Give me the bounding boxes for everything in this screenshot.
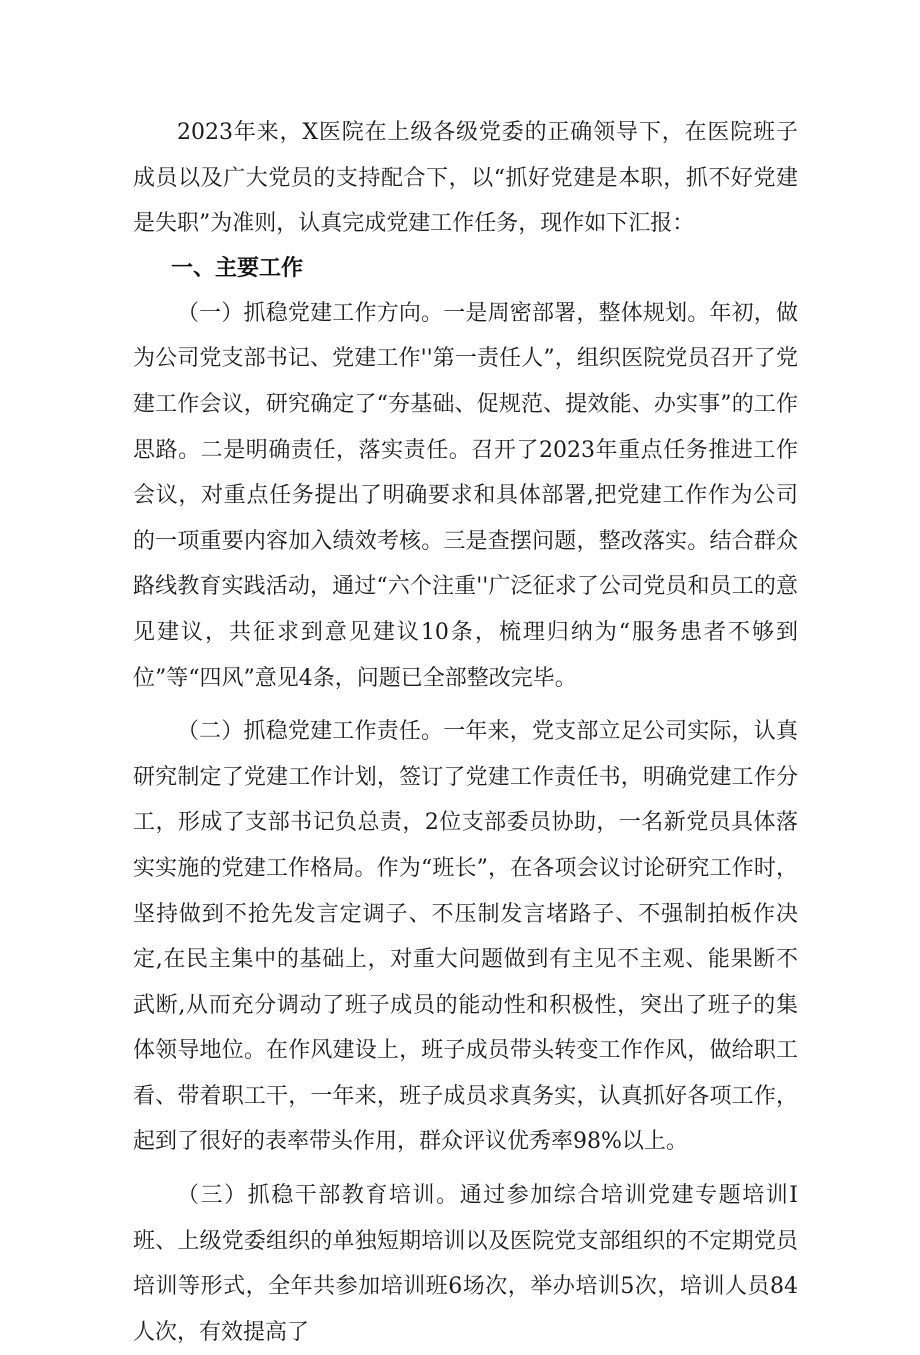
paragraph-responsibility: （二）抓稳党建工作责任。一年来，党支部立足公司实际，认真研究制定了党建工作计划，签订了党建工作责任书，明确党建工作分工，形成了支部书记负总责，2位支部委员协助，一名新党员具体落实实施的党建工作格局。作为“班长”，在各项会议讨论研究工作时，坚持做到不抢先发言定调子、不压制发言堵路子、不强制拍板作决定,在民主集中的基础上，对重大问题做到有主见不主观、能果断不武断,从而充分调动了班子成员的能动性和积极性，突出了班子的集体领导地位。在作风建设上，班子成员带头转变工作作风，做给职工看、带着职工干，一年来，班子成员求真务实，认真抓好各项工作，起到了很好的表率带头作用，群众评议优秀率98%以上。 xyxy=(133,719,798,1155)
document-body xyxy=(133,110,798,1355)
paragraph-direction: （一）抓稳党建工作方向。一是周密部署，整体规划。年初，做为公司党支部书记、党建工作''第一责任人”，组织医院党员召开了党建工作会议，研究确定了“夯基础、促规范、提效能、办实事”的工作思路。二是明确责任，落实责任。召开了2023年重点任务推进工作会议，对重点任务提出了明确要求和具体部署,把党建工作作为公司的一项重要内容加入绩效考核。三是查摆问题，整改落实。结合群众路线教育实践活动，通过“六个注重''广泛征求了公司党员和员工的意见建议，共征求到意见建议10条，梳理归纳为“服务患者不够到位”等“四风”意见4条，问题已全部整改完毕。 xyxy=(133,300,798,691)
intro-paragraph: 2023年来，X医院在上级各级党委的正确领导下，在医院班子成员以及广大党员的支持配合下，以“抓好党建是本职，抓不好党建是失职”为准则，认真完成党建工作任务，现作如下汇报： xyxy=(133,120,798,237)
section-heading: 一、主要工作 xyxy=(171,255,304,281)
paragraph-training: （三）抓稳干部教育培训。通过参加综合培训党建专题培训Ⅰ班、上级党委组织的单独短期培训以及医院党支部组织的不定期党员培训等形式，全年共参加培训班6场次，举办培训5次，培训人员84人次，有效提高了 xyxy=(133,1183,798,1345)
